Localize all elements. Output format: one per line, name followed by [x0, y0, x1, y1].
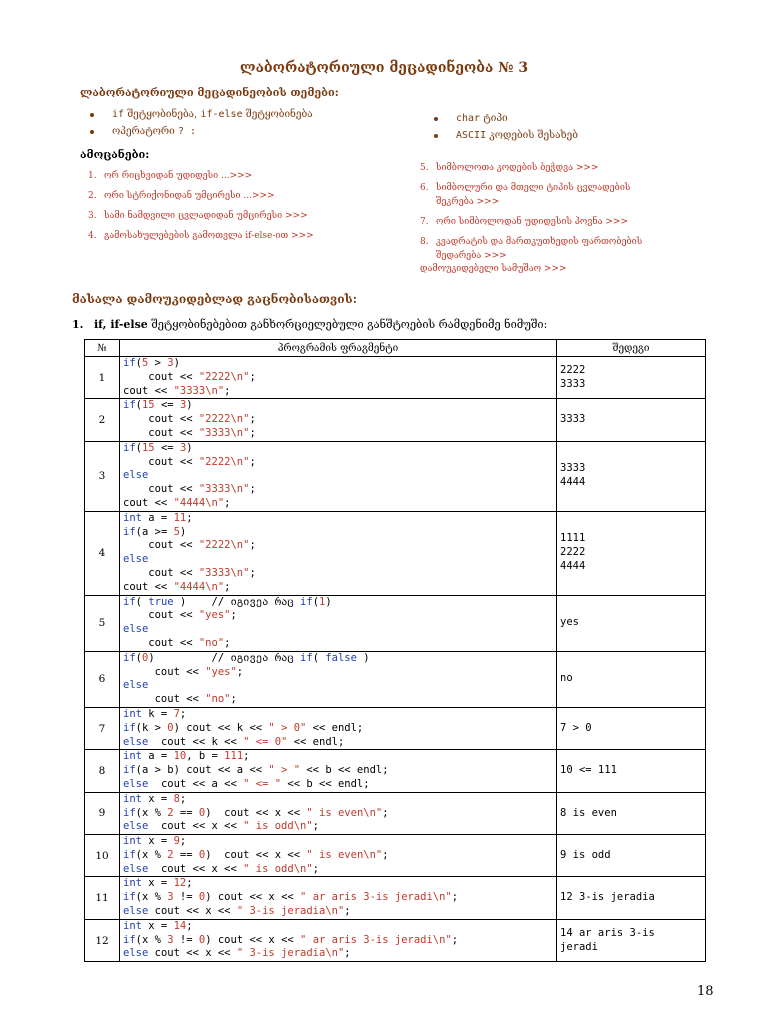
- table-row: 2 if(15 <= 3) cout << "2222\n"; cout << "3333\n"; 3333: [85, 399, 706, 441]
- task-link[interactable]: 5. სიმბოლოთა კოდების ბეჭდვა >>>: [420, 163, 599, 173]
- result-value: 10 <= 111: [560, 764, 617, 777]
- tasks-heading: ამოცანები:: [80, 148, 150, 161]
- code-fragment: int x = 14; if(x % 3 != 0) cout << x << " ar aris 3-is jeradi\n"; else cout << x << " 3-is jeradia\n";: [123, 919, 459, 960]
- topic-item: if შეტყობინება, if-else შეტყობინება: [88, 106, 313, 123]
- result-value: 12 3-is jeradia: [560, 891, 655, 904]
- task-link[interactable]: 2. ორი სტრიქონიდან უმცირესი ...>>>: [88, 191, 275, 201]
- topics-heading: ლაბორატორიული მეცადინეობის თემები:: [80, 86, 339, 99]
- table-row: 10 int x = 9; if(x % 2 == 0) cout << x << " is even\n"; else cout << x << " is odd\n"; 9 is odd: [85, 835, 706, 877]
- tasks-list-left: [88, 166, 314, 246]
- task-link[interactable]: 1. ორ რიცხვიდან უდიდესი ...>>>: [88, 171, 253, 181]
- table-row: 6 if(0) // იგივეა რაც if( false ) cout << "yes"; else cout << "no"; no: [85, 651, 706, 707]
- examples-table: [84, 339, 706, 962]
- table-header-row: [85, 340, 706, 357]
- table-row: 3 if(15 <= 3) cout << "2222\n"; else cout << "3333\n"; cout << "4444\n"; 3333 4444: [85, 441, 706, 511]
- table-row: 12 int x = 14; if(x % 3 != 0) cout << x << " ar aris 3-is jeradi\n"; else cout << x << " 3-is jeradia\n"; 14 ar aris 3-is jeradi: [85, 919, 706, 961]
- result-value: 7 > 0: [560, 721, 592, 734]
- code-fragment: int x = 9; if(x % 2 == 0) cout << x << " is even\n"; else cout << x << " is odd\n";: [123, 835, 389, 875]
- col-result-header: შედეგი: [557, 340, 706, 357]
- col-fragment-header: პროგრამის ფრაგმენტი: [120, 340, 557, 357]
- code-fragment: int x = 12; if(x % 3 != 0) cout << x << " ar aris 3-is jeradi\n"; else cout << x << " 3-is jeradia\n";: [123, 877, 459, 918]
- task-link[interactable]: 6. სიმბოლური და მთელი ტიპის ცვლადების შეკრება >>>: [420, 183, 631, 207]
- result-value: 2222 3333: [560, 363, 586, 390]
- page-title: ლაბორატორიული მეცადინეობა № 3: [239, 60, 529, 76]
- code-fragment: int x = 8; if(x % 2 == 0) cout << x << " is even\n"; else cout << x << " is odd\n";: [123, 792, 389, 833]
- topics-list-right: [432, 110, 578, 144]
- topics-list-left: [88, 106, 313, 140]
- code-fragment: int a = 11; if(a >= 5) cout << "2222\n"; else cout << "3333\n"; cout << "4444\n";: [123, 511, 256, 593]
- code-fragment: int a = 10, b = 111; if(a > b) cout << a << " > " << b << endl; else cout << a << " <= " << b << endl;: [123, 750, 389, 790]
- result-value: no: [560, 672, 573, 685]
- topic-item: char ტიპი: [432, 110, 578, 127]
- section-heading: 1. if, if-else შეტყობინებებით განხორციელებული განშტოების რამდენიმე ნიმუში:: [72, 318, 548, 331]
- result-value: 3333: [560, 413, 586, 426]
- code-fragment: if( true ) // იგივეა რაც if(1) cout << "yes"; else cout << "no";: [123, 595, 332, 649]
- result-value: 9 is odd: [560, 848, 611, 861]
- result-value: yes: [560, 616, 579, 629]
- code-fragment: if(0) // იგივეა რაც if( false ) cout << "yes"; else cout << "no";: [123, 651, 370, 706]
- table-row: 4 int a = 11; if(a >= 5) cout << "2222\n"; else cout << "3333\n"; cout << "4444\n"; 1111 2222 4444: [85, 511, 706, 595]
- table-row: 11 int x = 12; if(x % 3 != 0) cout << x << " ar aris 3-is jeradi\n"; else cout << x << " 3-is jeradia\n"; 12 3-is jeradia: [85, 877, 706, 919]
- result-value: 8 is even: [560, 806, 617, 819]
- topic-item: ოპერატორი ? :: [88, 123, 313, 140]
- tasks-list-right: [420, 158, 642, 266]
- task-link[interactable]: 4. გამოსახულებების გამოთვლა if-else-ით >>>: [88, 231, 314, 241]
- table-row: 9 int x = 8; if(x % 2 == 0) cout << x << " is even\n"; else cout << x << " is odd\n"; 8 is even: [85, 792, 706, 834]
- code-fragment: int k = 7; if(k > 0) cout << k << " > 0" << endl; else cout << k << " <= 0" << endl;: [123, 707, 364, 748]
- code-fragment: if(15 <= 3) cout << "2222\n"; else cout << "3333\n"; cout << "4444\n";: [123, 441, 256, 509]
- col-number-header: №: [85, 340, 120, 357]
- result-value: 3333 4444: [560, 462, 586, 489]
- code-fragment: if(15 <= 3) cout << "2222\n"; cout << "3333\n";: [123, 399, 256, 439]
- topic-item: ASCII კოდების შესახებ: [432, 127, 578, 144]
- table-row: 7 int k = 7; if(k > 0) cout << k << " > 0" << endl; else cout << k << " <= 0" << endl; 7 > 0: [85, 707, 706, 749]
- material-heading: მასალა დამოუკიდებლად გაცნობისათვის:: [72, 292, 358, 306]
- result-value: 1111 2222 4444: [560, 532, 586, 573]
- task-link[interactable]: 3. სამი ნამდვილი ცვლადიდან უმცირესი >>>: [88, 211, 308, 221]
- table-row: 8 int a = 10, b = 111; if(a > b) cout << a << " > " << b << endl; else cout << a << " <= " << b << endl; 10 <= 111: [85, 750, 706, 792]
- result-value: 14 ar aris 3-is jeradi: [560, 926, 655, 953]
- independent-work-link[interactable]: დამოუკიდებელი სამუშაო >>>: [420, 264, 567, 274]
- page-number: 18: [697, 984, 714, 999]
- task-link[interactable]: 8. კვადრატის და მართკუთხედის ფართობების შედარება >>>: [420, 237, 643, 261]
- table-row: 5 if( true ) // იგივეა რაც if(1) cout << "yes"; else cout << "no"; yes: [85, 595, 706, 651]
- code-fragment: if(5 > 3) cout << "2222\n"; cout << "3333\n";: [123, 357, 256, 397]
- table-row: 1 if(5 > 3) cout << "2222\n"; cout << "3333\n"; 2222 3333: [85, 357, 706, 399]
- task-link[interactable]: 7. ორი სიმბოლოდან უდიდესის პოვნა >>>: [420, 217, 628, 227]
